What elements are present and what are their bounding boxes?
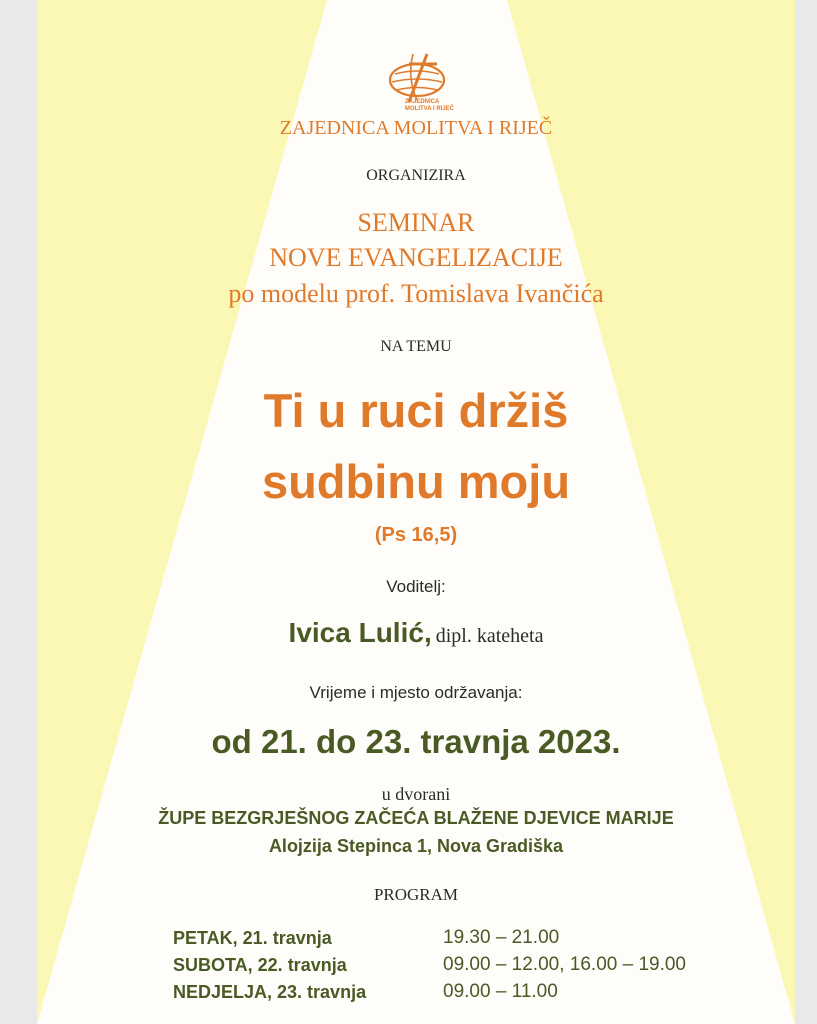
psalm-reference: (Ps 16,5) [374,524,458,546]
program-day-3: NEDJELJA, 23. travnja [173,982,367,1002]
logo-text-line2: MOLITVA I RIJEČ [405,106,455,112]
leader-title: dipl. kateheta [435,625,544,647]
program-time-2: 09.00 – 12.00, 16.00 – 19.00 [443,954,686,975]
venue-address: Alojzija Stepinca 1, Nova Gradiška [268,836,564,856]
venue-parish: ŽUPE BEZGRJEŠNOG ZAČEĆA BLAŽENE DJEVICE MARIJE [158,808,674,828]
poster-page [37,0,795,1024]
seminar-title: SEMINAR [357,208,475,237]
time-place-label: Vrijeme i mjesto održavanja: [309,683,523,702]
logo-text-line1: ZAJEDNICA [405,99,440,105]
light-rays-background [37,0,795,1024]
program-day-2: SUBOTA, 22. travnja [173,955,347,975]
leader-label: Voditelj: [386,577,446,596]
left-yellow-ray [37,0,327,1024]
program-day-1: PETAK, 21. travnja [173,928,332,948]
seminar-model: po modelu prof. Tomislava Ivančića [228,279,604,308]
organization-name: ZAJEDNICA MOLITVA I RIJEČ [279,117,553,139]
theme-line2: sudbinu moju [261,455,571,508]
seminar-subtitle: NOVE EVANGELIZACIJE [269,243,563,272]
program-label: PROGRAM [373,885,459,904]
theme-label: NA TEMU [380,338,452,355]
venue-prefix: u dvorani [381,784,451,804]
leader-line [37,617,795,649]
event-dates: od 21. do 23. travnja 2023. [211,723,621,760]
theme-line1: Ti u ruci držiš [263,384,569,437]
organizes-label: ORGANIZIRA [366,167,466,184]
program-time-1: 19.30 – 21.00 [443,927,560,948]
right-yellow-ray [507,0,795,1024]
leader-name: Ivica Lulić, [288,617,432,648]
program-time-3: 09.00 – 11.00 [443,981,558,1002]
